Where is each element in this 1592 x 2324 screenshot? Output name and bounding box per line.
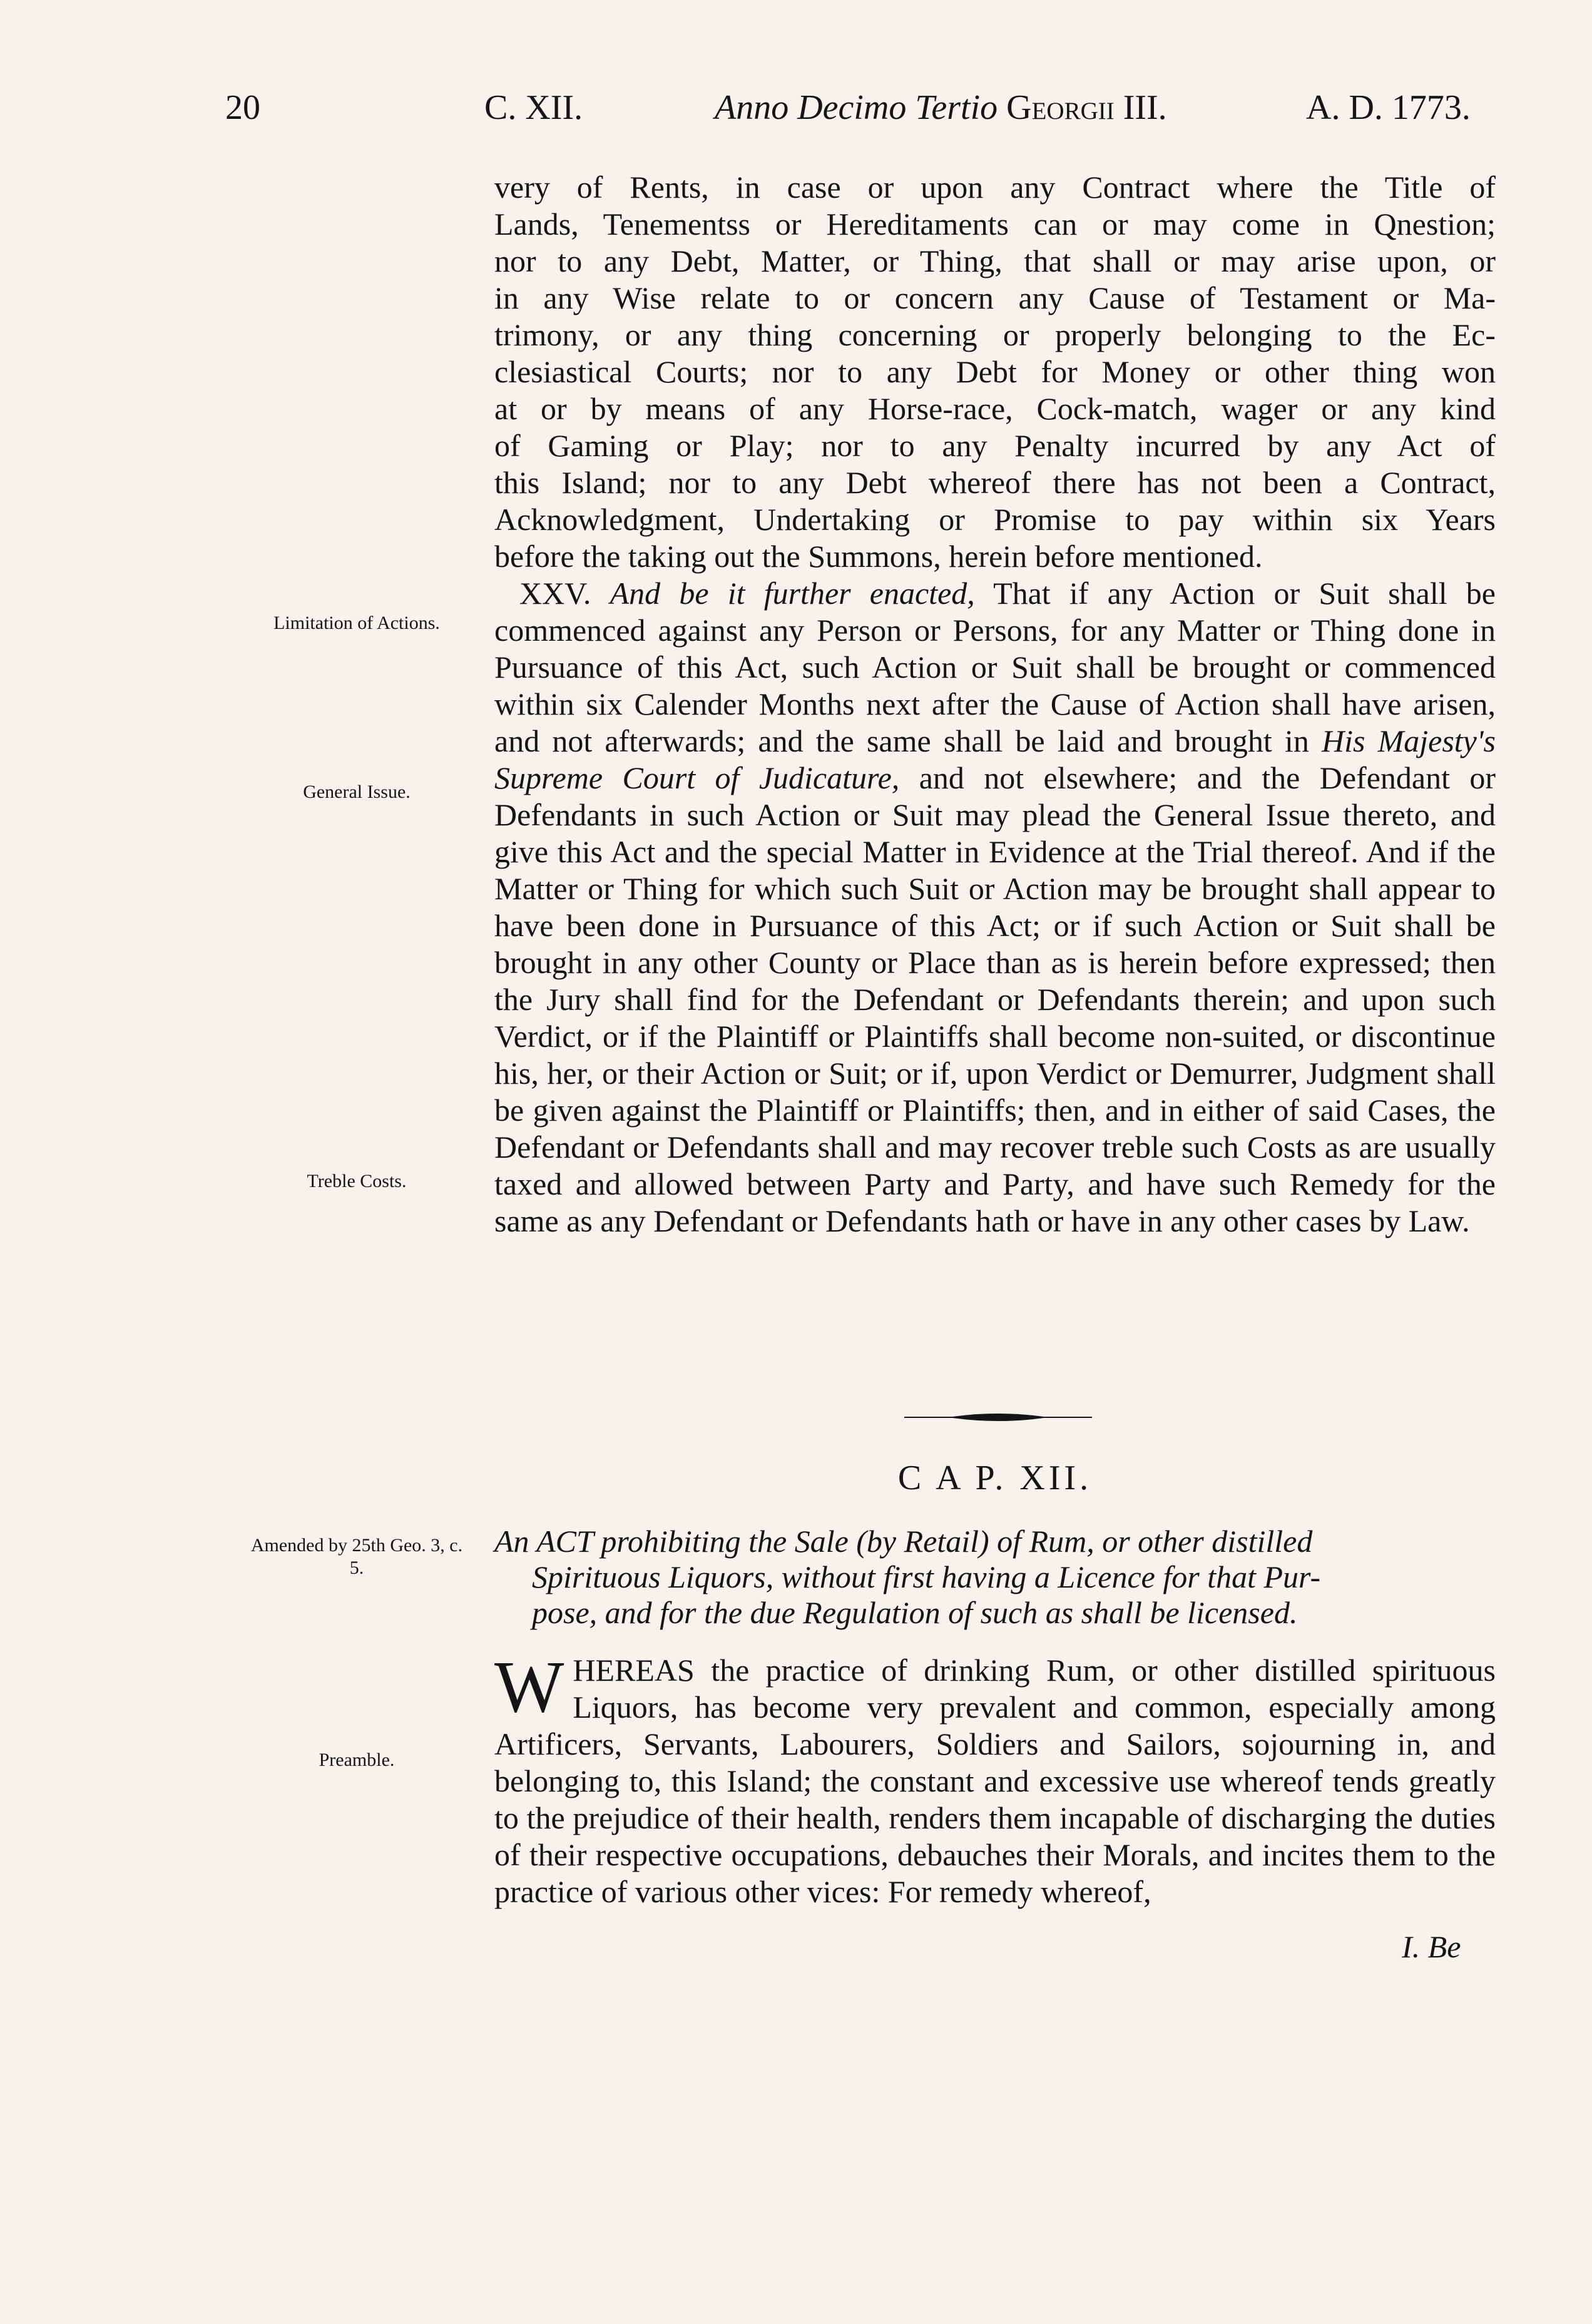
act-title-line-2: Spirituous Liquors, without first having a Licence for that Pur- [532, 1559, 1321, 1594]
act-title-line-1: An ACT prohibiting the Sale (by Retail) of Rum, or other distilled [494, 1524, 1313, 1559]
margin-note-amended: Amended by 25th Geo. 3, c. 5. [250, 1535, 463, 1578]
enacted-phrase: And be it further enacted, [610, 576, 975, 611]
margin-note-general-issue: General Issue. [303, 782, 411, 802]
catchword: I. Be [1402, 1929, 1461, 1964]
text-line: clesiastical Courts; nor to any Debt for Money or other thing won [494, 354, 1496, 389]
text-line: very of Rents, in case or upon any Contract where the Title of [494, 170, 1496, 205]
section-xxv-paragraph [494, 575, 1496, 1240]
preamble-paragraph [494, 1646, 1496, 1910]
text-line: nor to any Debt, Matter, or Thing, that shall or may arise upon, or [494, 243, 1496, 278]
margin-note-treble-costs: Treble Costs. [307, 1171, 407, 1191]
cap-title: C A P. XII. [897, 1459, 1093, 1497]
georgii-text: Georgii III. [1006, 88, 1167, 127]
act-title-line-3: pose, and for the due Regulation of such as shall be licensed. [532, 1595, 1298, 1630]
section-text-a: That if any Action or Suit shall be commenced against any Person or Persons, for any Matter or Thing done in Pursuance of this Act, such Action or Suit shall be brought or commenced within six Calender Months next after the Cause of Action shall have arisen, and not afterwards; and the same shall be laid and brought in [494, 576, 1496, 758]
chapter-heading: C. XII. [484, 88, 583, 127]
text-line: this Island; nor to any Debt whereof there has not been a Contract, [494, 465, 1496, 500]
text-line: before the taking out the Summons, herein before mentioned. [494, 539, 1263, 574]
section-divider-ornament [904, 1410, 1092, 1425]
text-line: trimony, or any thing concerning or properly belonging to the Ec- [494, 317, 1496, 352]
running-header [225, 88, 1508, 144]
section-number: XXV. [519, 576, 591, 611]
regnal-year [715, 88, 1167, 128]
section-text-b: and not elsewhere; and the Defendant or Defendants in such Action or Suit may plead the General Issue thereto, and give this Act and the special Matter in Evidence at the Trial thereof. And if the Matter or Thing for which such Suit or Action may be brought shall appear to have been done in Pursuance of this Act; or if such Action or Suit shall be brought in any other County or Place than as is herein before expressed; then the Jury shall find for the Defendant or Defendants therein; and upon such Verdict, or if the Plaintiff or Plaintiffs shall become non-suited, or discontinue his, her, or their Action or Suit; or if, upon Verdict or Demurrer, Judgment shall be given against the Plaintiff or Plaintiffs; then, and in either of said Cases, the Defendant or Defendants shall and may recover treble such Costs as are usually taxed and allowed between Party and Party, and have such Remedy for the same as any Defendant or Defendants hath or have in any other cases by Law. [494, 760, 1496, 1238]
drop-cap: W [494, 1646, 564, 1728]
margin-note-limitation: Limitation of Actions. [273, 613, 440, 633]
text-line: in any Wise relate to or concern any Cause of Testament or Ma- [494, 280, 1496, 315]
text-line: Acknowledgment, Undertaking or Promise to pay within six Years [494, 502, 1496, 537]
margin-note-preamble: Preamble. [319, 1750, 395, 1770]
year-heading: A. D. 1773. [1306, 88, 1471, 127]
text-line: Lands, Tenementss or Hereditaments can or may come in Qnestion; [494, 206, 1496, 242]
court-name: His Majesty's Supreme Court of Judicature, [494, 723, 1496, 795]
preamble-text: HEREAS the practice of drinking Rum, or other distilled spirituous Liquors, has become very prevalent and common, especially among Artificers, Servants, Labourers, Soldiers and Sailors, sojourning in, and belonging to, this Island; the constant and excessive use whereof tends greatly to the prejudice of their health, renders them incapable of discharging the duties of their respective occupations, debauches their Morals, and incites them to the practice of various other vices: For remedy whereof, [494, 1653, 1496, 1909]
anno-text: Anno Decimo Tertio [715, 88, 998, 127]
main-text-block [494, 169, 1496, 1240]
text-line: of Gaming or Play; nor to any Penalty incurred by any Act of [494, 428, 1496, 463]
page-number: 20 [225, 88, 260, 127]
continuation-paragraph [494, 169, 1496, 575]
act-title [494, 1524, 1496, 1631]
text-line: at or by means of any Horse-race, Cock-match, wager or any kind [494, 391, 1496, 426]
